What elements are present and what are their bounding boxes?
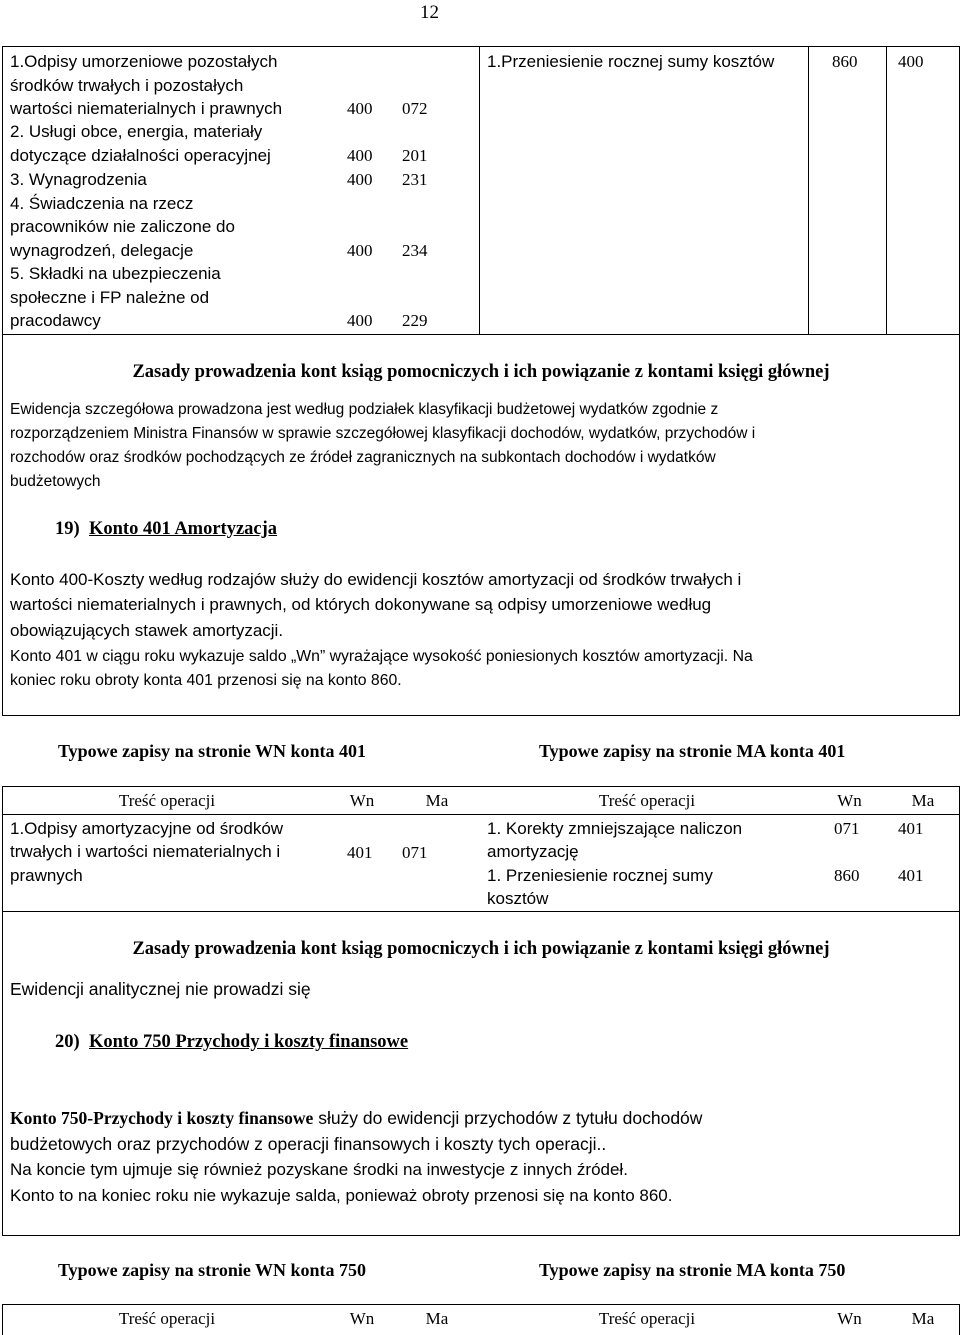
entry-5-line-1: 5. Składki na ubezpieczenia bbox=[10, 264, 221, 283]
paragraph-line-2: rozporządzeniem Ministra Finansów w sprawie szczegółowej klasyfikacji dochodów, wydatków, przychodów i bbox=[10, 425, 756, 442]
konto-750-desc-line-2: budżetowych oraz przychodów z operacji finansowych i koszty tych operacji.. bbox=[10, 1134, 607, 1154]
header-ma-left-750: Ma bbox=[425, 1309, 449, 1328]
konto-401-saldo-line-2: koniec roku obroty konta 401 przenosi się na konto 860. bbox=[10, 672, 402, 689]
konto-750-title: Konto 750 Przychody i koszty finansowe bbox=[89, 1032, 409, 1052]
right-entry-2-line-1: 1. Przeniesienie rocznej sumy bbox=[487, 866, 713, 885]
entry-4-line-3: wynagrodzeń, delegacje bbox=[10, 241, 194, 260]
entry-1-line-2: środków trwałych i pozostałych bbox=[10, 76, 244, 95]
konto-401-desc-line-3: obowiązujących stawek amortyzacji. bbox=[10, 621, 284, 640]
entry-3-wn: 400 bbox=[347, 170, 373, 189]
paragraph-line-4: budżetowych bbox=[10, 473, 101, 490]
header-tresc-right: Treść operacji bbox=[598, 791, 696, 810]
entry-2-line-2: dotyczące działalności operacyjnej bbox=[10, 146, 271, 165]
header-wn-left: Wn bbox=[349, 791, 375, 810]
entry-5-line-2: społeczne i FP należne od bbox=[10, 288, 210, 307]
left-entry-line-1: 1.Odpisy amortyzacyjne od środków bbox=[10, 819, 284, 838]
right-entry-ma: 400 bbox=[898, 52, 924, 71]
entry-1-wn: 400 bbox=[347, 99, 373, 118]
entry-4-wn: 400 bbox=[347, 241, 373, 260]
entry-1-ma: 072 bbox=[402, 99, 428, 118]
konto-750-desc-line-4: Konto to na koniec roku nie wykazuje salda, ponieważ obroty przenosi się na konto 860. bbox=[10, 1186, 673, 1205]
entry-2-ma: 201 bbox=[402, 146, 428, 165]
right-entry-1-ma: 401 bbox=[898, 819, 924, 838]
right-entry-1-line-1: 1. Korekty zmniejszające naliczon bbox=[487, 819, 743, 838]
analytics-note: Ewidencji analitycznej nie prowadzi się bbox=[10, 979, 311, 999]
right-entry-2-line-2: kosztów bbox=[487, 889, 549, 908]
right-entry-1-line-2: amortyzację bbox=[487, 842, 579, 861]
header-tresc-right-750: Treść operacji bbox=[598, 1309, 696, 1328]
section-heading-2: Zasady prowadzenia kont ksiąg pomocniczych i ich powiązanie z kontami księgi głównej bbox=[132, 939, 830, 959]
entry-2-wn: 400 bbox=[347, 146, 373, 165]
ma-entries-title-750: Typowe zapisy na stronie MA konta 750 bbox=[539, 1260, 846, 1280]
right-entry-2-wn: 860 bbox=[834, 866, 860, 885]
entry-3-ma: 231 bbox=[402, 170, 428, 189]
entry-4-line-2: pracowników nie zaliczone do bbox=[10, 217, 235, 236]
right-entry-wn: 860 bbox=[832, 52, 858, 71]
konto-750-number: 20) bbox=[55, 1032, 80, 1052]
entry-5-wn: 400 bbox=[347, 311, 373, 330]
header-wn-right: Wn bbox=[837, 791, 862, 810]
left-entry-line-3: prawnych bbox=[10, 866, 83, 885]
entry-4-ma: 234 bbox=[402, 241, 428, 260]
left-entry-ma: 071 bbox=[402, 843, 428, 862]
ma-entries-title: Typowe zapisy na stronie MA konta 401 bbox=[539, 741, 846, 761]
header-ma-left: Ma bbox=[425, 791, 449, 810]
header-tresc-left: Treść operacji bbox=[118, 791, 216, 810]
konto-401-desc-line-1: Konto 400-Koszty według rodzajów służy do ewidencji kosztów amortyzacji od środków trwałych i bbox=[10, 570, 742, 589]
wn-entries-title-750: Typowe zapisy na stronie WN konta 750 bbox=[58, 1260, 367, 1280]
konto-401-title: Konto 401 Amortyzacja bbox=[89, 519, 278, 539]
paragraph-line-3: rozchodów oraz środków pochodzących ze źródeł zagranicznych na subkontach dochodów i wydatków bbox=[10, 449, 716, 466]
page-number: 12 bbox=[420, 2, 439, 23]
paragraph-line-1: Ewidencja szczegółowa prowadzona jest według podziałek klasyfikacji budżetowej wydatków zgodnie z bbox=[10, 401, 719, 418]
entry-5-line-3: pracodawcy bbox=[10, 311, 101, 330]
left-entry-line-2: trwałych i wartości niematerialnych i bbox=[10, 842, 281, 861]
section-heading: Zasady prowadzenia kont ksiąg pomocniczych i ich powiązanie z kontami księgi głównej bbox=[132, 362, 830, 382]
konto-401-saldo-line-1: Konto 401 w ciągu roku wykazuje saldo „Wn” wyrażające wysokość poniesionych kosztów amortyzacji. Na bbox=[10, 648, 753, 665]
header-ma-right-750: Ma bbox=[911, 1309, 935, 1328]
right-entry-2-ma: 401 bbox=[898, 866, 924, 885]
header-wn-left-750: Wn bbox=[349, 1309, 375, 1328]
header-tresc-left-750: Treść operacji bbox=[118, 1309, 216, 1328]
entry-4-line-1: 4. Świadczenia na rzecz bbox=[10, 194, 194, 213]
right-entry-text: 1.Przeniesienie rocznej sumy kosztów bbox=[487, 52, 775, 71]
header-wn-right-750: Wn bbox=[837, 1309, 862, 1328]
konto-401-desc-line-2: wartości niematerialnych i prawnych, od których dokonywane są odpisy umorzeniowe według bbox=[10, 595, 712, 614]
left-entry-wn: 401 bbox=[347, 843, 373, 862]
entry-1-line-3: wartości niematerialnych i prawnych bbox=[10, 99, 283, 118]
konto-750-desc-line-1: Konto 750-Przychody i koszty finansowe służy do ewidencji przychodów z tytułu dochodów bbox=[10, 1108, 703, 1128]
entry-1-line-1: 1.Odpisy umorzeniowe pozostałych bbox=[10, 52, 278, 71]
konto-401-number: 19) bbox=[55, 519, 80, 539]
entry-5-ma: 229 bbox=[402, 311, 428, 330]
entry-2-line-1: 2. Usługi obce, energia, materiały bbox=[10, 122, 263, 141]
right-entry-1-wn: 071 bbox=[834, 819, 860, 838]
konto-750-desc-line-3: Na koncie tym ujmuje się również pozyskane środki na inwestycje z innych źródeł. bbox=[10, 1160, 628, 1179]
wn-entries-title: Typowe zapisy na stronie WN konta 401 bbox=[58, 741, 367, 761]
header-ma-right: Ma bbox=[911, 791, 935, 810]
entry-3-line-1: 3. Wynagrodzenia bbox=[10, 170, 147, 189]
